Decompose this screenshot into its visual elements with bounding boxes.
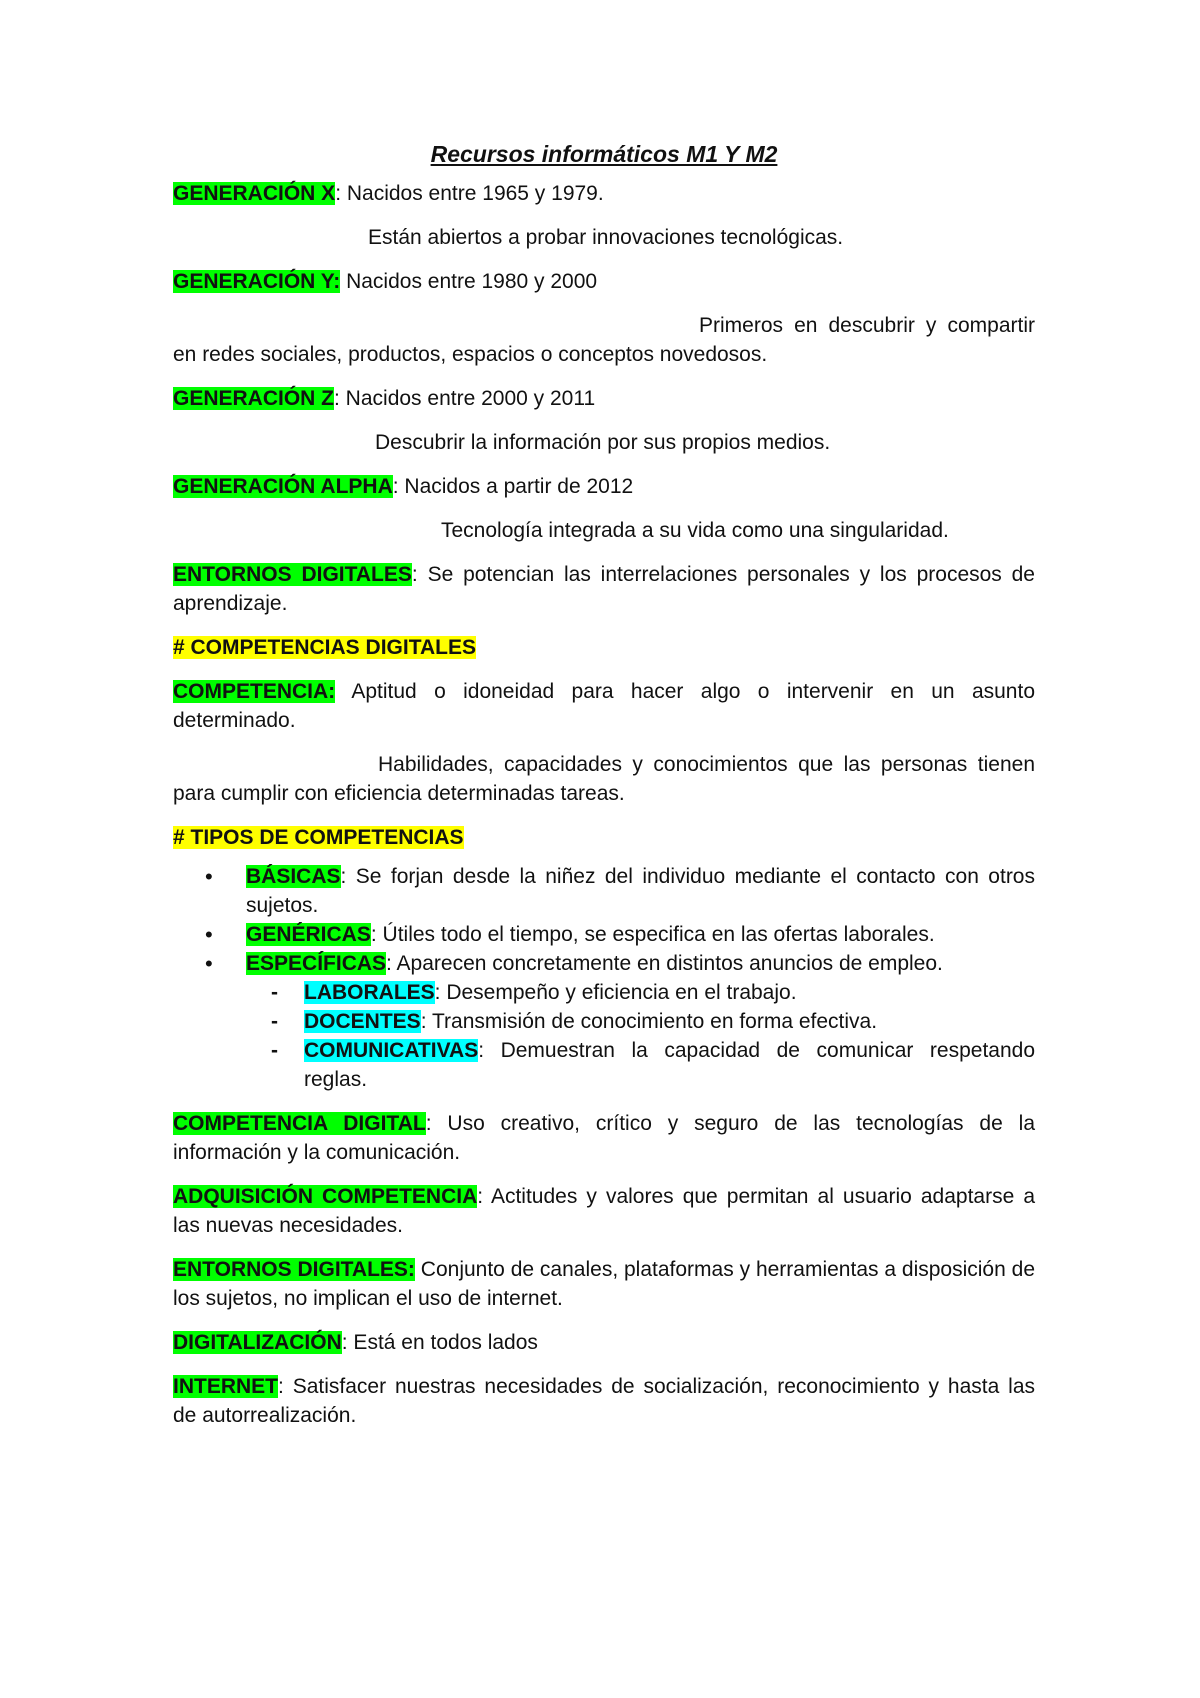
subtipo-docentes-text: : Transmisión de conocimiento en forma efectiva. xyxy=(420,1010,878,1033)
internet-term: INTERNET xyxy=(173,1375,278,1398)
adquisicion-term: ADQUISICIÓN COMPETENCIA xyxy=(173,1185,478,1208)
tipo-genericas-term: GENÉRICAS xyxy=(246,923,371,946)
list-item xyxy=(246,920,1035,949)
adquisicion-text: : Actitudes y valores que permitan al usuario adaptarse a las nuevas necesidades. xyxy=(173,1185,1035,1237)
internet-definition xyxy=(173,1372,1035,1430)
competencia-note-text: Habilidades, capacidades y conocimientos que las personas tienen para cumplir con eficiencia determinadas tareas. xyxy=(173,753,1035,805)
generation-x-note: Están abiertos a probar innovaciones tecnológicas. xyxy=(368,226,844,249)
document-title: Recursos informáticos M1 Y M2 xyxy=(430,141,778,167)
adquisicion-definition xyxy=(173,1182,1035,1240)
generation-alpha-definition xyxy=(173,472,1035,501)
document-body xyxy=(173,140,1035,1445)
generation-alpha-text: : Nacidos a partir de 2012 xyxy=(392,475,634,498)
tipo-genericas-text: : Útiles todo el tiempo, se especifica en las ofertas laborales. xyxy=(370,923,935,946)
generation-alpha-note: Tecnología integrada a su vida como una singularidad. xyxy=(441,519,949,542)
competencia-digital-definition xyxy=(173,1109,1035,1167)
generation-y-definition xyxy=(173,267,1035,296)
internet-text: : Satisfacer nuestras necesidades de socialización, reconocimiento y hasta las de autorrealización. xyxy=(173,1375,1035,1427)
entornos-digitales-definition xyxy=(173,560,1035,618)
tipo-especificas-term: ESPECÍFICAS xyxy=(246,952,387,975)
competencia-text: Aptitud o idoneidad para hacer algo o intervenir en un asunto determinado. xyxy=(173,680,1035,732)
generation-alpha-term: GENERACIÓN ALPHA xyxy=(173,475,393,498)
generation-x-text: : Nacidos entre 1965 y 1979. xyxy=(335,182,604,205)
competencia-note xyxy=(173,750,1035,808)
tipos-list xyxy=(173,862,1035,978)
entornos-digitales-2-text: Conjunto de canales, plataformas y herramientas a disposición de los sujetos, no implican el uso de internet. xyxy=(173,1258,1035,1310)
competencias-heading xyxy=(173,633,1035,662)
generation-z-definition xyxy=(173,384,1035,413)
competencia-definition xyxy=(173,677,1035,735)
subtipo-laborales-term: LABORALES xyxy=(304,981,435,1004)
generation-y-text: Nacidos entre 1980 y 2000 xyxy=(340,270,598,293)
competencia-digital-term: COMPETENCIA DIGITAL xyxy=(173,1112,426,1135)
list-item xyxy=(304,978,1035,1007)
generation-x-definition xyxy=(173,179,1035,208)
competencia-digital-text: : Uso creativo, crítico y seguro de las tecnologías de la información y la comunicación. xyxy=(173,1112,1035,1164)
entornos-digitales-term: ENTORNOS DIGITALES xyxy=(173,563,412,586)
subtipo-comunicativas-text: : Demuestran la capacidad de comunicar respetando reglas. xyxy=(304,1039,1035,1091)
subtipo-docentes-term: DOCENTES xyxy=(304,1010,421,1033)
digitalizacion-definition xyxy=(173,1328,1035,1357)
generation-z-text: : Nacidos entre 2000 y 2011 xyxy=(334,387,596,410)
list-item xyxy=(304,1036,1035,1094)
generation-y-note-text: Primeros en descubrir y compartir en redes sociales, productos, espacios o conceptos novedosos. xyxy=(173,314,1035,366)
tipos-heading-text: # TIPOS DE COMPETENCIAS xyxy=(173,826,464,849)
digitalizacion-text: : Está en todos lados xyxy=(341,1331,538,1354)
tipo-basicas-term: BÁSICAS xyxy=(246,865,341,888)
entornos-digitales-text: : Se potencian las interrelaciones personales y los procesos de aprendizaje. xyxy=(173,563,1035,615)
tipos-heading xyxy=(173,823,1035,852)
list-item xyxy=(246,949,1035,978)
list-item xyxy=(304,1007,1035,1036)
competencia-term: COMPETENCIA: xyxy=(173,680,336,703)
generation-x-term: GENERACIÓN X xyxy=(173,182,336,205)
tipo-especificas-text: : Aparecen concretamente en distintos anuncios de empleo. xyxy=(386,952,943,975)
entornos-digitales-2-definition xyxy=(173,1255,1035,1313)
list-item xyxy=(246,862,1035,920)
generation-y-term: GENERACIÓN Y: xyxy=(173,270,341,293)
competencias-heading-text: # COMPETENCIAS DIGITALES xyxy=(173,636,476,659)
entornos-digitales-2-term: ENTORNOS DIGITALES: xyxy=(173,1258,415,1281)
subtipo-laborales-text: : Desempeño y eficiencia en el trabajo. xyxy=(434,981,797,1004)
generation-z-note: Descubrir la información por sus propios medios. xyxy=(375,431,831,454)
subtipo-comunicativas-term: COMUNICATIVAS xyxy=(304,1039,479,1062)
digitalizacion-term: DIGITALIZACIÓN xyxy=(173,1331,342,1354)
generation-z-term: GENERACIÓN Z xyxy=(173,387,335,410)
subtipos-list xyxy=(173,978,1035,1094)
generation-y-note xyxy=(173,311,1035,369)
tipo-basicas-text: : Se forjan desde la niñez del individuo mediante el contacto con otros sujetos. xyxy=(246,865,1035,917)
